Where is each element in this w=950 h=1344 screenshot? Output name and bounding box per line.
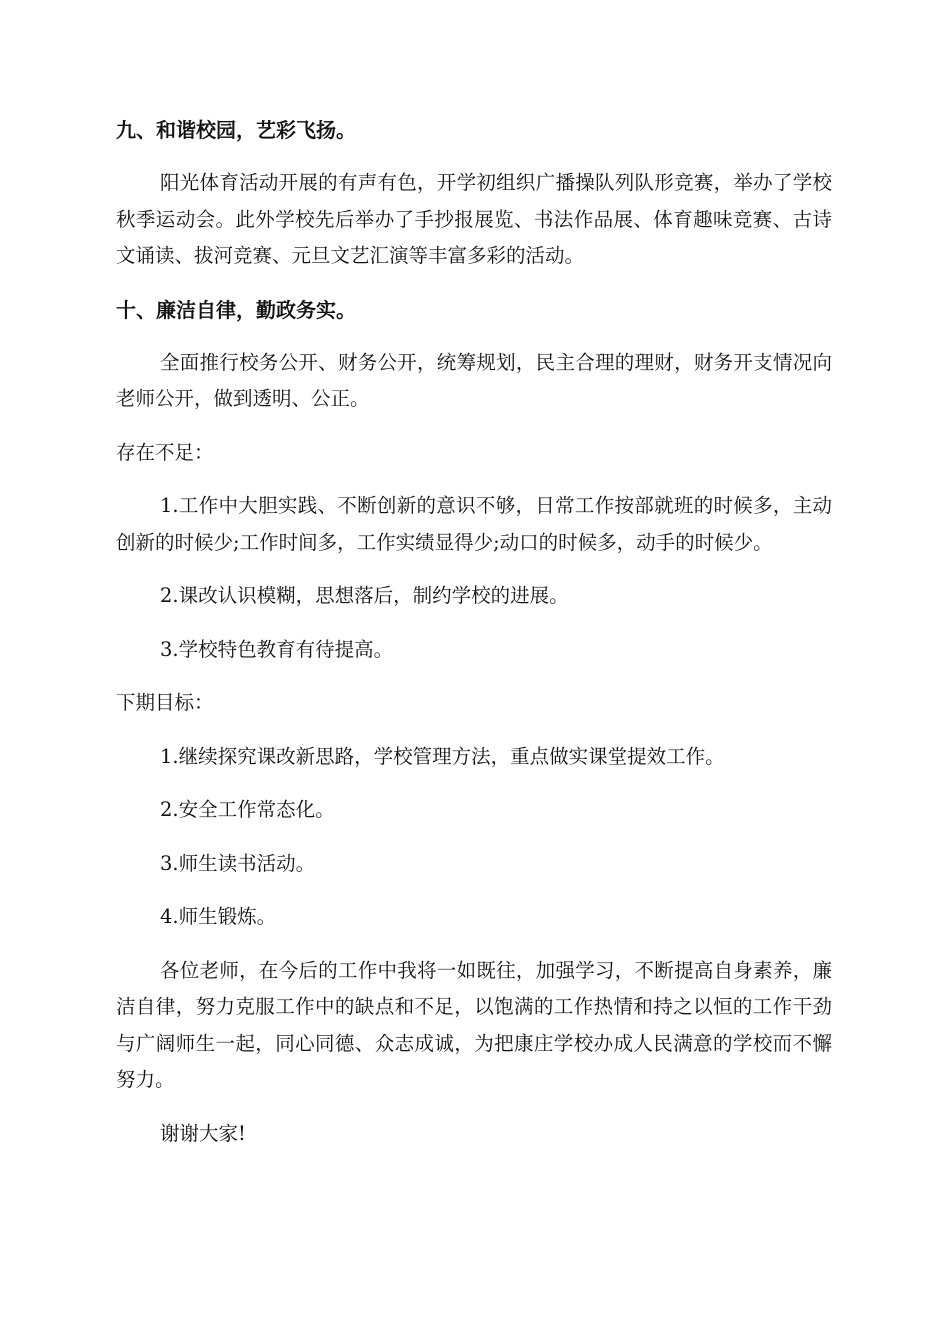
closing-paragraph: 各位老师，在今后的工作中我将一如既往，加强学习，不断提高自身素养，廉洁自律，努力克服工作中的缺点和不足，以饱满的工作热情和持之以恒的工作干劲与广阔师生一起，同心同德、众志成诚，为把康庄学校办成人民满意的学校而不懈努力。 xyxy=(116,958,832,1091)
section-heading-ten: 十、廉洁自律，勤政务实。 xyxy=(116,297,356,322)
section-body-ten: 全面推行校务公开、财务公开，统筹规划，民主合理的理财，财务开支情况向老师公开，做到透明、公正。 xyxy=(116,350,832,410)
document-body xyxy=(116,112,832,1169)
goals-label: 下期目标： xyxy=(116,691,214,714)
section-heading-nine: 九、和谐校园，艺彩飞扬。 xyxy=(116,118,356,142)
shortcoming-item-1: 1.工作中大胆实践、不断创新的意识不够，日常工作按部就班的时候多，主动创新的时候少;工作时间多，工作实绩显得少;动口的时候多，动手的时候少。 xyxy=(116,494,832,554)
shortcoming-item-2: 2.课改认识模糊，思想落后，制约学校的进展。 xyxy=(160,584,569,607)
shortcomings-label: 存在不足： xyxy=(116,440,214,464)
closing-thanks: 谢谢大家! xyxy=(160,1121,246,1145)
goal-item-3: 3.师生读书活动。 xyxy=(160,851,316,875)
goal-item-4: 4.师生锻炼。 xyxy=(160,905,277,928)
goal-item-1: 1.继续探究课改新思路，学校管理方法，重点做实课堂提效工作。 xyxy=(160,744,725,768)
goal-item-2: 2.安全工作常态化。 xyxy=(160,798,335,821)
section-body-nine: 阳光体育活动开展的有声有色，开学初组织广播操队列队形竞赛，举办了学校秋季运动会。此外学校先后举办了手抄报展览、书法作品展、体育趣味竞赛、古诗文诵读、拔河竞赛、元旦文艺汇演等丰富多彩的活动。 xyxy=(116,171,832,267)
shortcoming-item-3: 3.学校特色教育有待提高。 xyxy=(160,637,394,661)
